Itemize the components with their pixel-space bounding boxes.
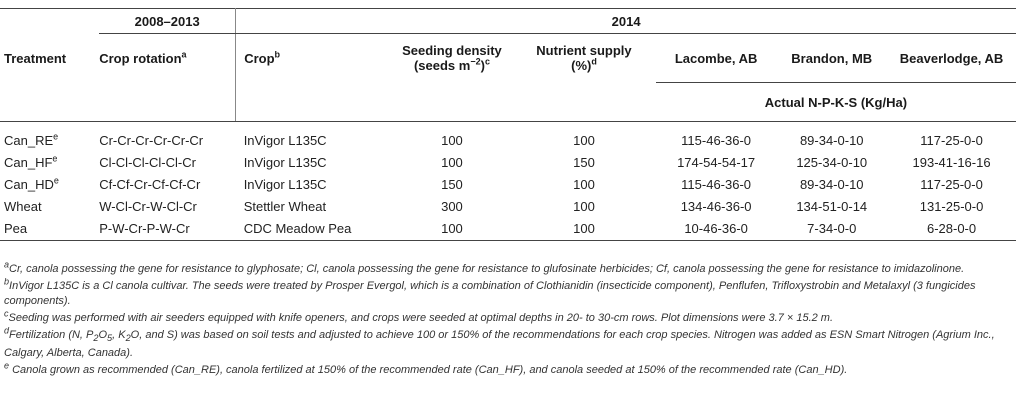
cell-density: 100 <box>441 133 463 148</box>
cell-treatment: $Can\_RE^e$ <box>4 131 59 148</box>
cell-lacombe: 115-46-36-0 <box>681 133 752 148</box>
col-crop-rotation: Crop rotation$^a$ <box>99 34 236 83</box>
cell-density: 300 <box>441 199 463 214</box>
cell-treatment: Wheat <box>4 199 42 214</box>
table-row <box>0 152 1016 174</box>
cell-density: 100 <box>441 155 463 170</box>
treatment-table <box>0 8 1016 241</box>
cell-rotation: Cr-Cr-Cr-Cr-Cr-Cr <box>99 133 204 148</box>
cell-beaverlodge: 117-25-0-0 <box>920 133 983 148</box>
cell-nutrient: 100 <box>573 199 595 214</box>
cell-nutrient: 100 <box>512 218 656 241</box>
cell-rotation: P-W-Cr-P-W-Cr <box>99 218 236 241</box>
cell-lacombe: 174-54-54-17 <box>677 155 756 170</box>
period-2014: 2014 <box>236 9 1016 34</box>
cell-nutrient: 150 <box>573 155 595 170</box>
footnote-c: $^c$Seeding was performed with air seeders equipped with knife openers, and crops were seeded at optimal depths in 20- to 30-cm rows. Plot dimensions were 3.7 × 15.2 m. <box>4 308 834 324</box>
cell-brandon: 134-51-0-14 <box>796 199 868 214</box>
footnote-e: $^e$ Canola grown as recommended (Can_RE), canola fertilized at 150% of the recommended rate (Can_HF), and canola seeded at 150% of the recommended rate (Can_HD). <box>4 360 848 377</box>
footnote-b: $^b$InVigor L135C is a Cl canola cultivar. The seeds were treated by Prosper Evergol, which is a combination of Clothianidin (insecticide component), Penflufen, Trifloxystrobin and Metalaxyl (3 fungicides components). <box>4 276 976 307</box>
col-treatment: Treatment <box>4 50 67 66</box>
cell-density: 100 <box>392 218 512 241</box>
cell-lacombe: 10-46-36-0 <box>656 218 777 241</box>
cell-crop: InVigor L135C <box>243 177 327 192</box>
header-row-columns <box>0 34 1016 83</box>
cell-rotation: Cf-Cf-Cr-Cf-Cf-Cr <box>99 177 201 192</box>
col-nutrient-supply: Nutrient supply (%)$^d$ <box>536 43 632 74</box>
header-row-years <box>0 9 1016 34</box>
header-row-npk <box>0 83 1016 122</box>
table-row <box>0 122 1016 130</box>
cell-beaverlodge: 193-41-16-16 <box>912 155 991 170</box>
footnotes <box>4 259 1004 380</box>
cell-nutrient: 100 <box>573 177 595 192</box>
table-row <box>0 130 1016 152</box>
cell-treatment: Pea <box>0 218 99 241</box>
cell-lacombe: 115-46-36-0 <box>681 177 752 192</box>
col-beaverlodge: Beaverlodge, AB <box>887 34 1016 83</box>
footnote-a: $^a$Cr, canola possessing the gene for resistance to glyphosate; Cl, canola possessing the gene for resistance to glufosinate herbicides; Cf, canola possessing the gene for resistance to imidazolinone. <box>4 259 965 275</box>
col-brandon: Brandon, MB <box>776 34 887 83</box>
cell-brandon: 89-34-0-10 <box>799 177 864 192</box>
col-lacombe: Lacombe, AB <box>656 34 777 83</box>
cell-density: 150 <box>441 177 463 192</box>
cell-brandon: 7-34-0-0 <box>776 218 887 241</box>
col-crop: Crop$^b$ <box>244 49 281 66</box>
cell-treatment: $Can\_HF^e$ <box>4 153 58 170</box>
cell-brandon: 89-34-0-10 <box>799 133 864 148</box>
period-2008-2013: 2008–2013 <box>99 9 236 34</box>
cell-brandon: 125-34-0-10 <box>796 155 868 170</box>
cell-beaverlodge: 131-25-0-0 <box>919 199 984 214</box>
table-row <box>0 196 1016 218</box>
cell-beaverlodge: 117-25-0-0 <box>920 177 983 192</box>
cell-rotation: W-Cl-Cr-W-Cl-Cr <box>99 199 197 214</box>
npk-label: Actual N-P-K-S (Kg/Ha) <box>656 83 1016 122</box>
cell-beaverlodge: 6-28-0-0 <box>887 218 1016 241</box>
table-row <box>0 174 1016 196</box>
footnote-d: $^d$Fertilization (N, $P_2O_5$, $K_2O$, and S) was based on soil tests and adjusted to achieve 100 or 150% of the recommendations for each crop species. Nitrogen was added as ESN Smart Nitrogen (Agrium Inc., Calgary, Alberta, Canada). <box>4 325 995 360</box>
cell-treatment: $Can\_HD^e$ <box>4 175 59 192</box>
table-row <box>0 218 1016 241</box>
cell-rotation: Cl-Cl-Cl-Cl-Cl-Cr <box>99 155 196 170</box>
col-seeding-density: Seeding density (seeds $m^{-2})^c$ <box>402 43 502 74</box>
cell-crop: InVigor L135C <box>243 155 327 170</box>
cell-crop: Stettler Wheat <box>243 199 327 214</box>
cell-lacombe: 134-46-36-0 <box>680 199 752 214</box>
cell-crop: CDC Meadow Pea <box>236 218 392 241</box>
cell-nutrient: 100 <box>573 133 595 148</box>
cell-crop: InVigor L135C <box>243 133 327 148</box>
